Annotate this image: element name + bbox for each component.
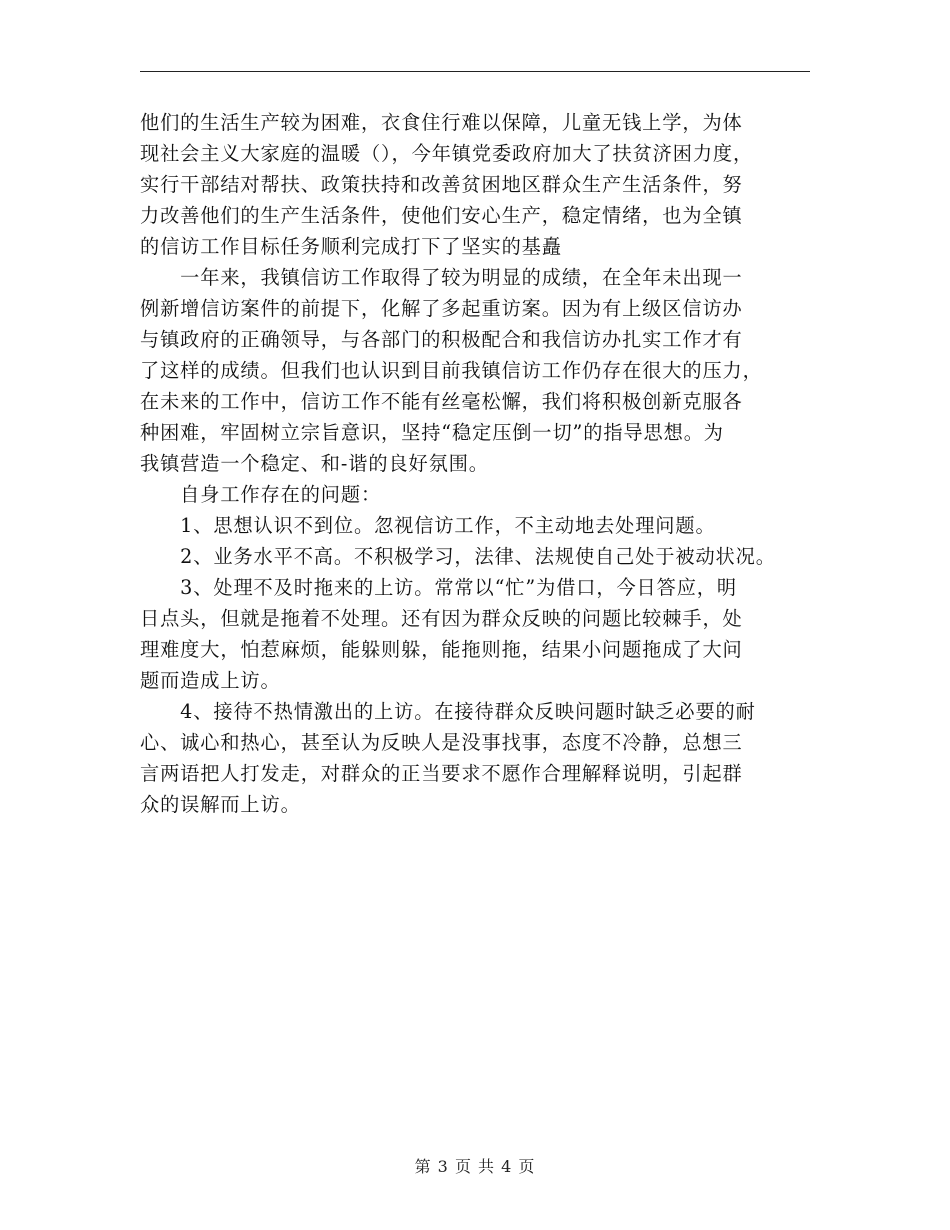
text-line: 了这样的成绩。但我们也认识到目前我镇信访工作仍存在很大的压力， [140, 359, 763, 382]
page-footer [0, 1154, 950, 1177]
footer-current-page: 3 [437, 1157, 449, 1176]
text-line: 心、诚心和热心，甚至认为反映人是没事找事，态度不冷静，总想三 [140, 731, 743, 754]
text-line: 4、接待不热情激出的上访。在接待群众反映问题时缺乏必要的耐 [140, 700, 756, 723]
text-line: 的信访工作目标任务顺利完成打下了坚实的基矗 [140, 235, 562, 258]
footer-label-prefix: 第 [414, 1157, 432, 1176]
text-line: 现社会主义大家庭的温暖（），今年镇党委政府加大了扶贫济困力度， [140, 142, 754, 165]
footer-total-pages: 4 [501, 1157, 513, 1176]
text-line: 我镇营造一个稳定、和-谐的良好氛围。 [140, 452, 489, 475]
text-line: 与镇政府的正确领导，与各部门的积极配合和我信访办扎实工作才有 [140, 328, 743, 351]
text-line: 众的误解而上访。 [140, 793, 301, 816]
text-line: 3、处理不及时拖来的上访。常常以“忙”为借口，今日答应，明 [140, 576, 737, 599]
text-line: 力改善他们的生产生活条件，使他们安心生产，稳定情绪，也为全镇 [140, 204, 743, 227]
text-line: 日点头，但就是拖着不处理。还有因为群众反映的问题比较棘手，处 [140, 607, 743, 630]
text-line: 2、业务水平不高。不积极学习，法律、法规使自己处于被动状况。 [140, 545, 776, 568]
text-line: 实行干部结对帮扶、政策扶持和改善贫困地区群众生产生活条件，努 [140, 173, 743, 196]
text-line: 他们的生活生产较为困难，衣食住行难以保障，儿童无钱上学，为体 [140, 111, 743, 134]
text-line: 理难度大，怕惹麻烦，能躲则躲，能拖则拖，结果小问题拖成了大问 [140, 638, 743, 661]
footer-label-suffix: 页 [518, 1157, 536, 1176]
text-line: 自身工作存在的问题： [140, 483, 382, 506]
header-rule [140, 71, 810, 72]
body-text [140, 107, 820, 820]
text-line: 在未来的工作中，信访工作不能有丝毫松懈，我们将积极创新克服各 [140, 390, 743, 413]
text-line: 种困难，牢固树立宗旨意识，坚持“稳定压倒一切”的指导思想。为 [140, 421, 724, 444]
text-line: 言两语把人打发走，对群众的正当要求不愿作合理解释说明，引起群 [140, 762, 743, 785]
text-line: 例新增信访案件的前提下，化解了多起重访案。因为有上级区信访办 [140, 297, 743, 320]
text-line: 1、思想认识不到位。忽视信访工作，不主动地去处理问题。 [140, 514, 716, 537]
text-line: 一年来，我镇信访工作取得了较为明显的成绩，在全年未出现一 [140, 266, 743, 289]
footer-label-mid: 页 共 [454, 1157, 496, 1176]
text-line: 题而造成上访。 [140, 669, 281, 692]
